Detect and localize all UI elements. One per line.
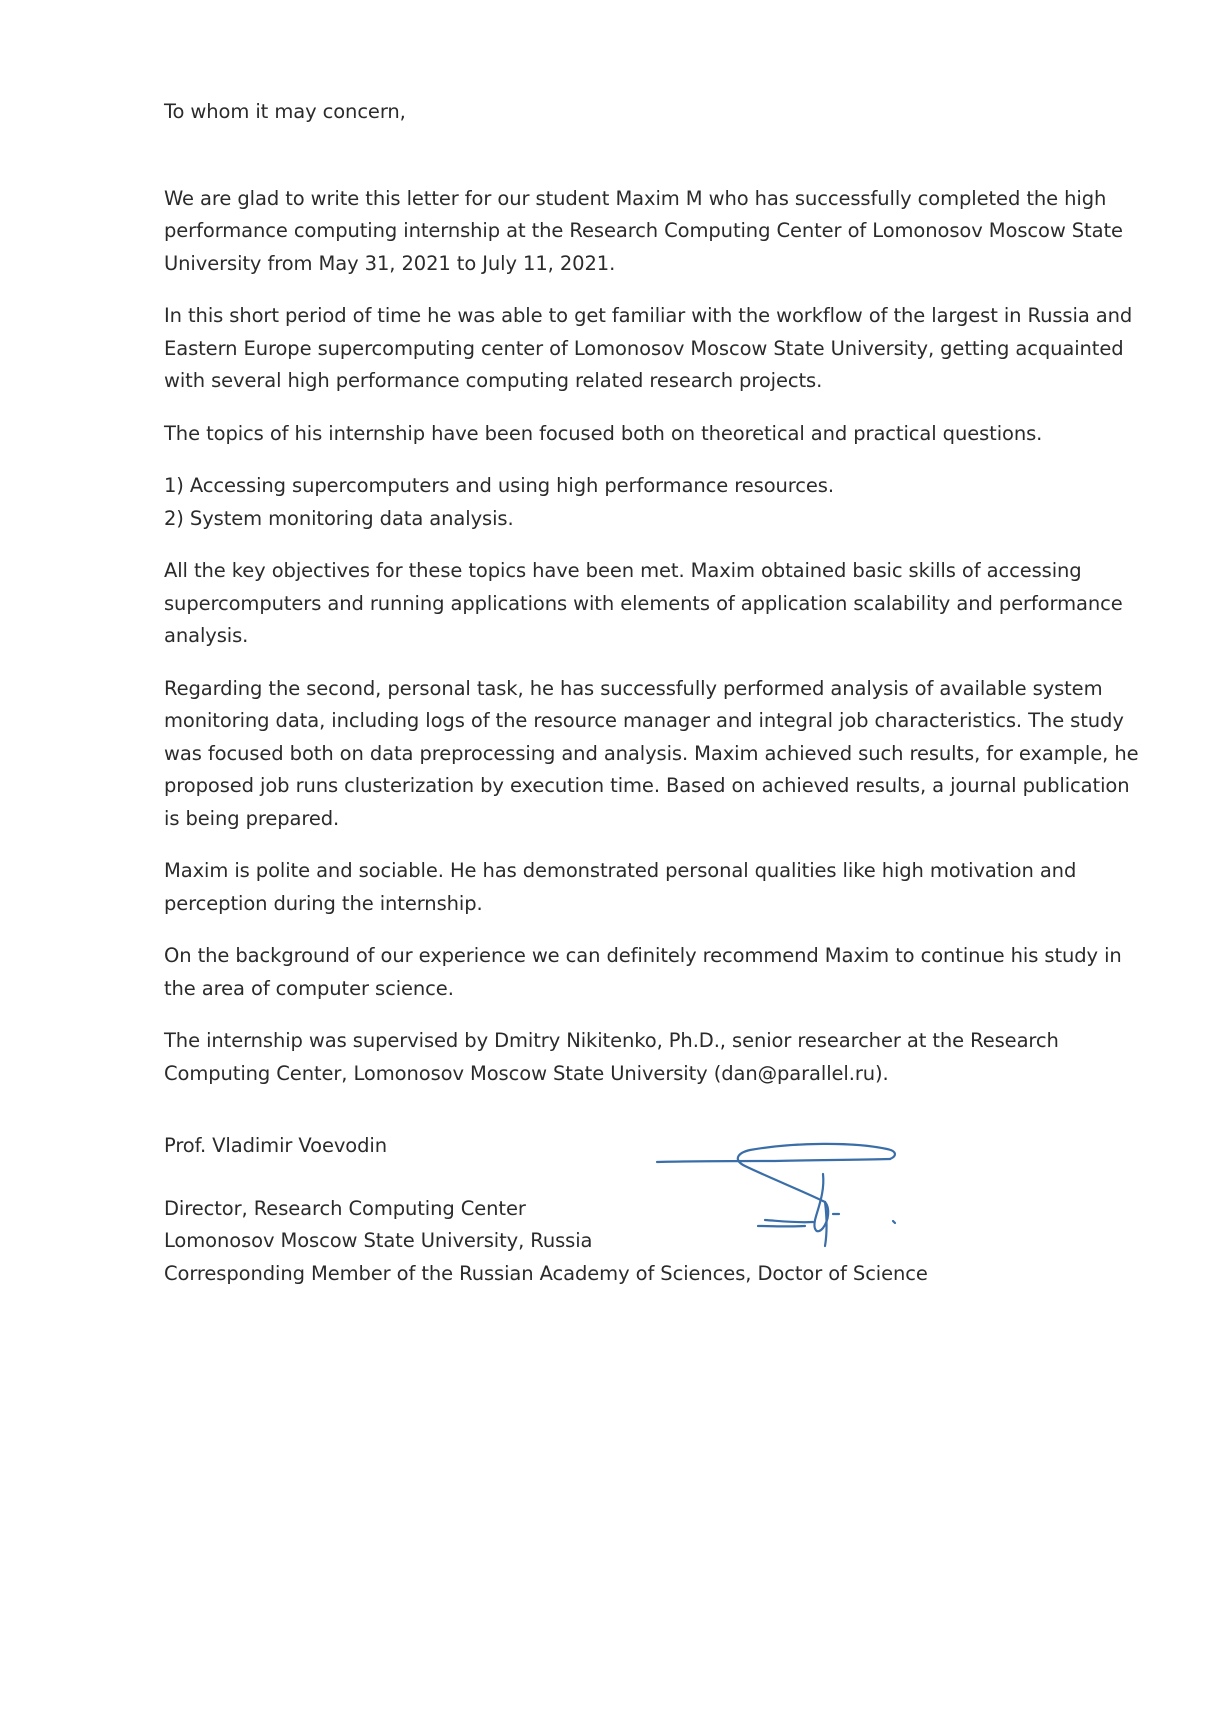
author-title-line: Lomonosov Moscow State University, Russia	[164, 1229, 593, 1252]
period-paragraph: In this short period of time he was able to get familiar with the workflow of the largest in Russia and Eastern Europe supercomputing center of Lomonosov Moscow State University, getting acquainted with several high performance computing related research projects.	[164, 304, 1133, 392]
signature-icon	[655, 1130, 945, 1260]
topics-paragraph: The topics of his internship have been focused both on theoretical and practical questions.	[164, 421, 1043, 445]
author-title-line: Director, Research Computing Center	[164, 1196, 526, 1220]
supervisor-paragraph: The internship was supervised by Dmitry Nikitenko, Ph.D., senior researcher at the Research Computing Center, Lomonosov Moscow State University (dan@parallel.ru).	[164, 1029, 1059, 1085]
greeting: To whom it may concern,	[164, 100, 406, 123]
topics-list	[164, 470, 1144, 535]
author-name: Prof. Vladimir Voevodin	[164, 1134, 387, 1157]
author-titles	[164, 1193, 1144, 1291]
intro-paragraph: We are glad to write this letter for our student Maxim M who has successfully completed the high performance computing internship at the Research Computing Center of Lomonosov Moscow State University from May 31, 2021 to July 11, 2021.	[164, 186, 1123, 275]
topic-item: 2) System monitoring data analysis.	[164, 506, 514, 530]
objectives-paragraph: All the key objectives for these topics have been met. Maxim obtained basic skills of accessing supercomputers and running applications with elements of application scalability and performance analysis.	[164, 559, 1123, 647]
recommendation-paragraph: On the background of our experience we can definitely recommend Maxim to continue his study in the area of computer science.	[164, 944, 1122, 1000]
author-title-line: Corresponding Member of the Russian Academy of Sciences, Doctor of Science	[164, 1261, 928, 1285]
qualities-paragraph: Maxim is polite and sociable. He has demonstrated personal qualities like high motivation and perception during the internship.	[164, 859, 1077, 915]
personal-task-paragraph: Regarding the second, personal task, he has successfully performed analysis of available system monitoring data, including logs of the resource manager and integral job characteristics. The study was focused both on data preprocessing and analysis. Maxim achieved such results, for example, he proposed job runs clusterization by execution time. Based on achieved results, a journal publication is being prepared.	[164, 676, 1139, 830]
letter-body	[164, 96, 1144, 1290]
topic-item: 1) Accessing supercomputers and using high performance resources.	[164, 474, 834, 497]
